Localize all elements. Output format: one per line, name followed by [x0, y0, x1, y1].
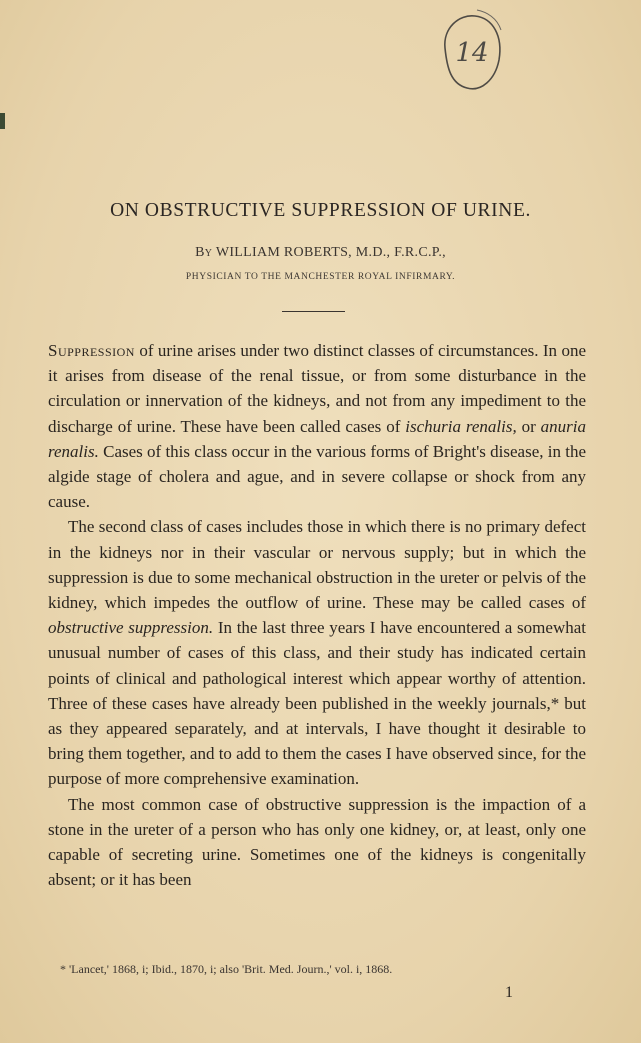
author-affiliation: PHYSICIAN TO THE MANCHESTER ROYAL INFIRMARY. [185, 272, 456, 282]
p2-text-b: In the last three years I have encountered a somewhat unusual number of cases of this class, and their study has indicated certain points of clinical and pathological interest which appear worthy of attention. Three of these cases have already been published in the weekly journals,* but as they appeared separately, and at intervals, I have thought it desirable to bring them together, and to add to them the cases I have observed since, for the purpose of more comprehensive examination. [48, 618, 586, 789]
p1-text-a: of urine arises under two distinct classes of circumstances. In one it arises from disease of the renal tissue, or from some disturbance in the circulation or innervation of the kidneys, and not from any impediment to the discharge of urine. These have been called cases of [48, 341, 586, 436]
byline-prefix: By [195, 245, 213, 260]
term-anuria: anuria renalis. [48, 416, 586, 461]
term-ischuria: ischuria renalis, [405, 416, 517, 436]
author-name: WILLIAM ROBERTS, M.D., F.R.C.P., [215, 245, 446, 260]
p1-text-b: or [516, 416, 541, 436]
paragraph-1 [48, 338, 586, 514]
title-divider [282, 311, 345, 312]
page-title: ON OBSTRUCTIVE SUPPRESSION OF URINE. [110, 200, 531, 221]
paragraph-2 [48, 514, 586, 791]
stamp-number: 14 [455, 38, 489, 68]
term-obstructive: obstructive suppression. [48, 618, 214, 638]
author-byline [0, 245, 641, 261]
lead-word: Suppression [48, 341, 135, 360]
binding-mark [0, 113, 5, 129]
article-body [48, 338, 586, 892]
p1-text-c: Cases of this class occur in the various forms of Bright's disease, in the algide stage of cholera and ague, and in severe collapse or shock from any cause. [48, 441, 586, 512]
paragraph-3: The most common case of obstructive suppression is the impaction of a stone in the ureter of a person who has only one kidney, or, at least, only one capable of secreting urine. Sometimes one of the kidneys is congenitally absent; or it has been [48, 794, 586, 890]
footnote: * 'Lancet,' 1868, i; Ibid., 1870, i; also 'Brit. Med. Journ.,' vol. i, 1868. [60, 962, 393, 976]
page-number: 1 [505, 984, 513, 1001]
p2-text-a: The second class of cases includes those in which there is no primary defect in the kidneys nor in their vascular or nervous supply; but in which the suppression is due to some mechanical obstruction in the ureter or pelvis of the kidney, which impedes the outflow of urine. These may be called cases of [48, 517, 586, 613]
library-stamp [437, 8, 507, 98]
